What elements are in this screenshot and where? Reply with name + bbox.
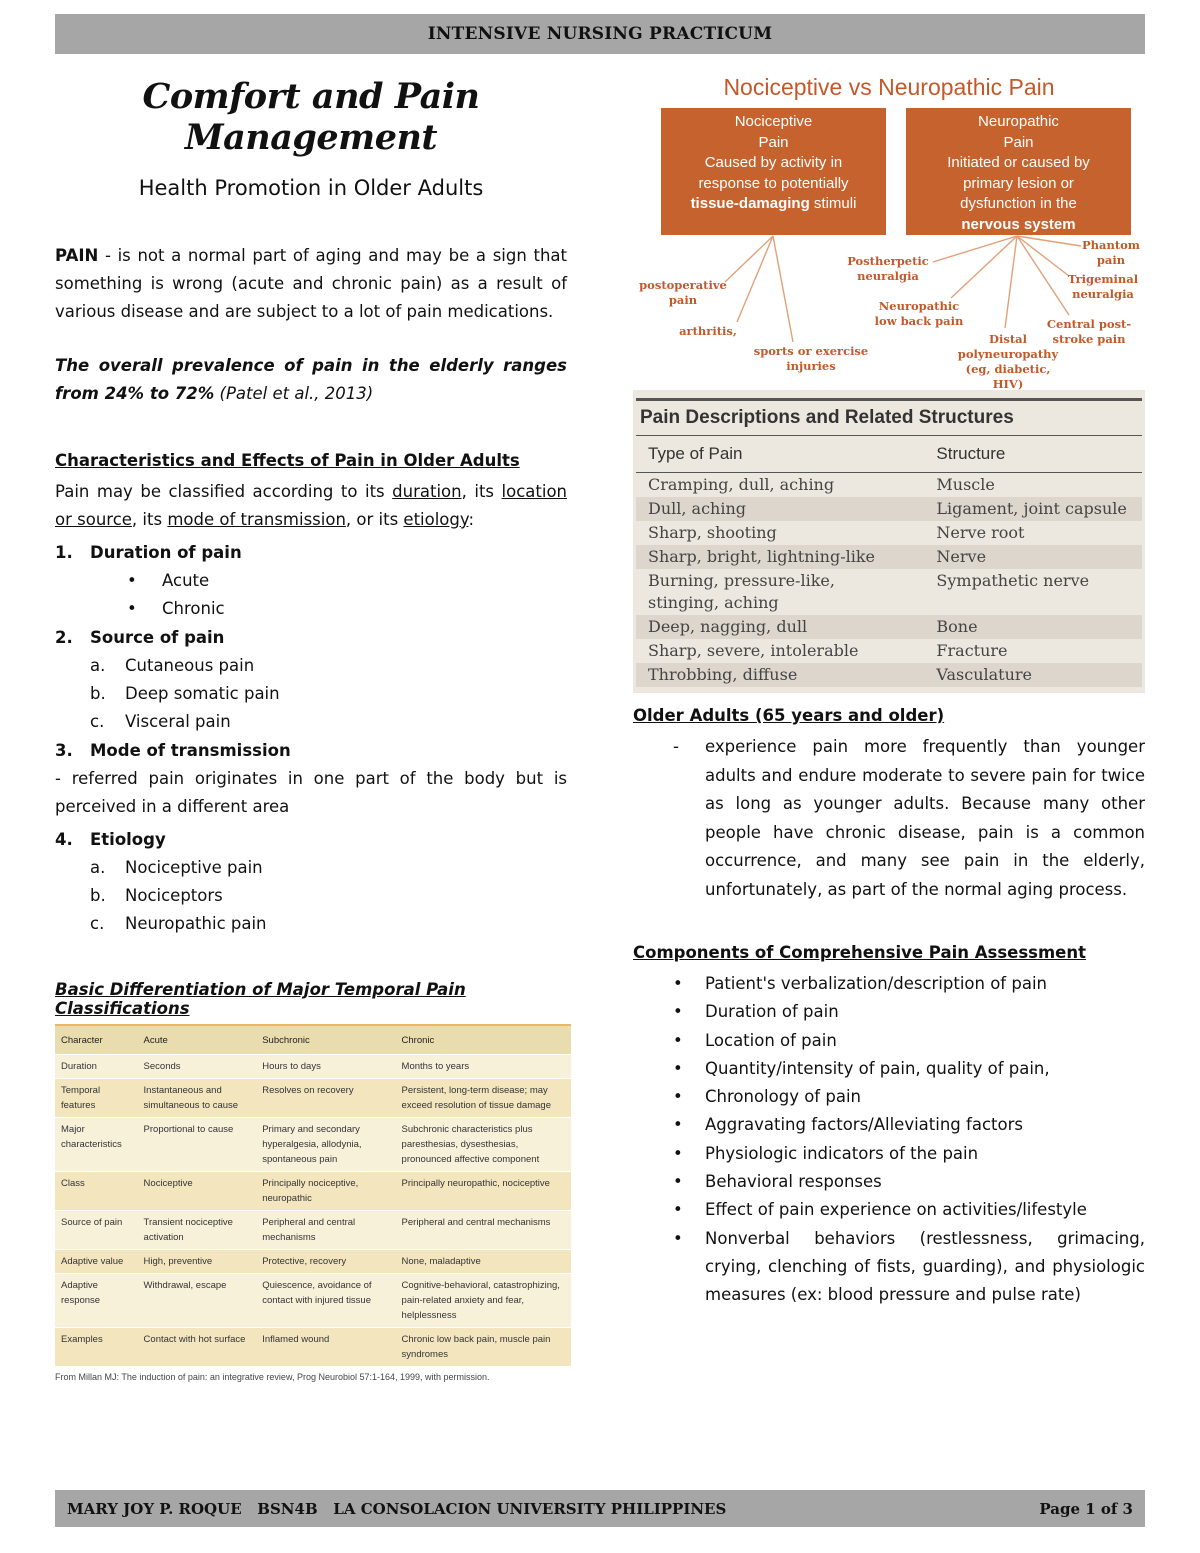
pain-term: PAIN [55,246,99,265]
prevalence-bold: The overall prevalence of pain in the elderly ranges from 24% to 72% [55,356,567,403]
column-header: Subchronic [256,1025,395,1055]
table-cell: Bone [924,615,1142,639]
list-item [633,1027,1145,1055]
bullet-icon: • [673,1030,683,1050]
diagram-title: Nociceptive vs Neuropathic Pain [723,74,1055,100]
box-line: primary lesion or [963,174,1074,192]
pain-definition [55,242,567,326]
list-item-label: Quantity/intensity of pain, quality of pain, [705,1058,1050,1078]
table-cell: Transient nociceptive activation [138,1211,257,1250]
box-line: Pain [1003,133,1034,151]
table-cell: Throbbing, diffuse [636,663,924,687]
sub-item-label: Nociceptive pain [125,858,263,877]
table-row [636,639,1142,663]
table-row [636,473,1142,498]
sub-item-label: Nociceptors [125,886,223,905]
sub-item-marker: a. [90,656,106,675]
table-row [636,615,1142,639]
table-cell: Proportional to cause [138,1118,257,1172]
sub-item [55,882,567,910]
list-item-label: Behavioral responses [705,1172,882,1192]
header-title: INTENSIVE NURSING PRACTICUM [427,24,773,44]
table-cell: Peripheral and central mechanisms [256,1211,395,1250]
list-item-label: Aggravating factors/Alleviating factors [705,1115,1023,1135]
table-row [55,1055,571,1079]
table-cell: Nerve [924,545,1142,569]
label-phantom: Phantom pain [1082,238,1140,267]
prevalence [55,352,567,408]
box-line: Nociceptive [734,113,813,130]
table-cell: Hours to days [256,1055,395,1079]
classify-text: , or its [345,510,404,529]
sub-item-label: Neuropathic pain [125,914,267,933]
page-title: Comfort and Pain Management [142,76,480,158]
table-cell: Instantaneous and simultaneous to cause [138,1079,257,1118]
label-trigeminal: Trigeminal neuralgia [1067,272,1139,301]
temporal-table-title: Basic Differentiation of Major Temporal Pain Classifications [55,980,466,1018]
page-subtitle: Health Promotion in Older Adults [138,176,484,200]
pain-descriptions-body [636,473,1142,688]
bullet-icon: • [673,1143,683,1163]
bullet-icon: • [673,1200,683,1220]
bullet-icon: • [673,1115,683,1135]
classify-text: , its [461,482,502,501]
table-cell: Vasculature [924,663,1142,687]
bullet-icon: • [127,599,137,618]
table-cell: Nerve root [936,523,1025,542]
transmission-note: - referred pain originates in one part of the body but is perceived in a different area [55,769,567,816]
table-cell: Burning, pressure-like, stinging, aching [648,571,835,612]
sub-item-marker: c. [90,712,105,731]
list-item-label: Nonverbal behaviors (restlessness, grimacing, crying, clenching of fists, guarding), and physiologic measures (ex: blood pressure and pulse rate) [705,1228,1145,1305]
label-central-post-stroke: Central post-stroke pain [1046,317,1132,346]
table-cell: Muscle [936,475,995,494]
pain-type-diagram [633,70,1145,391]
table-cell: Sharp, shooting [648,523,777,542]
temporal-table-body [55,1055,571,1367]
nociceptive-box [661,108,886,235]
table-row [636,545,1142,569]
bullet-icon: • [673,1058,683,1078]
table-cell: Cognitive-behavioral, catastrophizing, pain-related anxiety and fear, helplessness [396,1274,571,1328]
table-cell: Nociceptive [138,1172,257,1211]
label-postherpetic: Postherpetic neuralgia [847,254,929,283]
classify-text: , its [131,510,168,529]
table-cell: Adaptive response [55,1274,138,1328]
sub-item [55,680,567,708]
sub-item-marker: a. [90,858,106,877]
table-row [636,521,1142,545]
table-cell: Ligament, joint capsule [924,497,1142,521]
box-line [661,194,886,215]
characteristics-heading: Characteristics and Effects of Pain in Older Adults [55,451,520,470]
table-cell: High, preventive [138,1250,257,1274]
list-item-label: Effect of pain experience on activities/lifestyle [705,1200,1087,1220]
table-row [55,1211,571,1250]
sub-item-label: Chronic [162,599,225,618]
box-bold: tissue-damaging [690,195,810,212]
footer-author: MARY JOY P. ROQUE BSN4B LA CONSOLACION UNIVERSITY PHILIPPINES [67,1499,727,1518]
label-postoperative: postoperative pain [639,278,727,307]
table-cell: Sympathetic nerve [936,571,1090,590]
list-item-label: Physiologic indicators of the pain [705,1143,979,1163]
table-cell: Sharp, bright, lightning-like [636,545,924,569]
list-item [55,736,567,765]
table-cell: Examples [55,1328,138,1367]
table-cell: Months to years [396,1055,571,1079]
table-cell: Principally neuropathic, nociceptive [396,1172,571,1211]
footer-page: Page 1 of 3 [1039,1499,1133,1518]
table-cell: Primary and secondary hyperalgesia, allodynia, spontaneous pain [256,1118,395,1172]
table-row [55,1250,571,1274]
column-header: Character [55,1025,138,1055]
classify-mode: mode of transmission [167,510,346,529]
list-item [55,538,567,567]
classification-list [55,538,567,938]
classify-duration: duration [392,482,462,501]
column-header: Structure [924,436,1142,473]
bullet-icon: • [673,1002,683,1022]
list-item [633,1196,1145,1224]
list-item [633,1055,1145,1083]
sub-item [55,595,567,623]
table-cell: Adaptive value [55,1250,138,1274]
box-line: Initiated or caused by [947,154,1090,171]
classify-text: : [468,510,475,529]
table-cell: Peripheral and central mechanisms [396,1211,571,1250]
pain-descriptions-table [636,436,1142,687]
item-label: Mode of transmission [90,741,291,760]
table-cell: Temporal features [55,1079,138,1118]
table-cell: Subchronic characteristics plus paresthesias, dysesthesias, pronounced affective component [396,1118,571,1172]
components-heading: Components of Comprehensive Pain Assessment [633,943,1087,962]
item-number: 2. [55,628,73,647]
right-column [633,70,1145,1310]
box-bold: nervous system [961,215,1076,233]
left-column [55,70,567,1382]
table-cell: Resolves on recovery [256,1079,395,1118]
box-line: Pain [758,133,789,151]
older-adults-item [633,733,1145,904]
list-item [633,998,1145,1026]
dash-marker: - [673,737,679,756]
list-item [633,1225,1145,1310]
pain-descriptions-title: Pain Descriptions and Related Structures [636,398,1142,436]
table-row [55,1079,571,1118]
bullet-icon: • [673,1172,683,1192]
table-cell: Deep, nagging, dull [636,615,924,639]
bullet-icon: • [673,1228,683,1248]
list-item-label: Patient's verbalization/description of pain [705,974,1047,993]
table-credit: From Millan MJ: The induction of pain: an integrative review, Prog Neurobiol 57:1-164, 1999, with permission. [55,1372,490,1382]
table-cell: Chronic low back pain, muscle pain syndromes [396,1328,571,1367]
list-item [633,1083,1145,1111]
sub-item [55,708,567,736]
components-list [633,970,1145,1310]
pain-definition-text: - is not a normal part of aging and may be a sign that something is wrong (acute and chronic pain) as a result of various disease and are subject to a lot of pain medications. [55,246,567,321]
item-label: Source of pain [90,628,225,647]
box-line: Caused by activity in [704,154,843,171]
column-header: Type of Pain [636,436,924,473]
sub-item [55,567,567,595]
box-tail: stimuli [809,195,857,212]
prevalence-cite: (Patel et al., 2013) [214,384,374,403]
label-arthritis: arthritis, [679,324,737,338]
column-header: Chronic [396,1025,571,1055]
item-number: 1. [55,543,73,562]
table-cell: None, maladaptive [396,1250,571,1274]
classify-sentence [55,478,567,534]
bullet-icon: • [673,974,683,993]
table-row [636,663,1142,687]
list-item-label: Location of pain [705,1030,837,1050]
table-row [636,569,1142,615]
table-cell: Protective, recovery [256,1250,395,1274]
classify-etiology: etiology [403,510,469,529]
table-cell: Persistent, long-term disease; may exceed resolution of tissue damage [396,1079,571,1118]
label-neuropathic-lbp: Neuropathic low back pain [874,299,964,328]
table-cell: Fracture [936,641,1008,660]
table-header-row [636,436,1142,473]
neuropathic-box [906,108,1131,235]
table-cell: Class [55,1172,138,1211]
table-cell: Sharp, severe, intolerable [648,641,859,660]
column-header: Acute [138,1025,257,1055]
table-cell: Major characteristics [55,1118,138,1172]
table-row [636,497,1142,521]
bullet-icon: • [673,1087,683,1107]
table-row [55,1328,571,1367]
table-cell: Dull, aching [636,497,924,521]
older-adults-text: experience pain more frequently than younger adults and endure moderate to severe pain for twice as long as younger adults. Because many other people have chronic disease, pain is a common occurrence, and many see pain in the elderly, unfortunately, as part of the normal aging process. [705,737,1145,899]
table-cell: Withdrawal, escape [138,1274,257,1328]
label-distal: Distal polyneuropathy (eg, diabetic, HIV) [957,332,1059,391]
sub-item-label: Acute [162,571,210,590]
classify-text: Pain may be classified according to its [55,482,393,501]
table-row [55,1118,571,1172]
box-line: dysfunction in the [960,195,1077,212]
sub-item [55,854,567,882]
table-cell: Seconds [138,1055,257,1079]
table-cell: Cramping, dull, aching [648,475,835,494]
table-cell: Contact with hot surface [138,1328,257,1367]
list-item-label: Duration of pain [705,1002,839,1022]
bullet-icon: • [127,571,137,590]
table-header-row [55,1025,571,1055]
list-item [55,623,567,652]
older-adults-heading: Older Adults (65 years and older) [633,706,945,725]
table-cell: Duration [55,1055,138,1079]
list-item [633,970,1145,998]
sub-item-label: Visceral pain [125,712,231,731]
box-line: Neuropathic [978,113,1059,130]
classify-location: location or source [55,482,567,529]
list-item [633,1140,1145,1168]
box-line: response to potentially [698,174,849,192]
table-row [55,1274,571,1328]
sub-item-marker: b. [90,886,106,905]
table-cell: Source of pain [55,1211,138,1250]
temporal-table [55,1024,571,1366]
sub-item-label: Deep somatic pain [125,684,280,703]
list-item [55,825,567,854]
sub-item [55,652,567,680]
item-label: Duration of pain [90,543,242,562]
table-cell: Quiescence, avoidance of contact with injured tissue [256,1274,395,1328]
label-sports: sports or exercise injuries [753,344,869,373]
list-item [633,1168,1145,1196]
sub-item-marker: b. [90,684,106,703]
sub-item-label: Cutaneous pain [125,656,255,675]
list-item [633,1111,1145,1139]
item-number: 3. [55,741,73,760]
table-cell: Inflamed wound [256,1328,395,1367]
table-row [55,1172,571,1211]
table-cell: Principally nociceptive, neuropathic [256,1172,395,1211]
sub-item-marker: c. [90,914,105,933]
item-number: 4. [55,830,73,849]
pain-descriptions-panel [633,390,1145,693]
sub-item [55,910,567,938]
list-item-label: Chronology of pain [705,1087,861,1107]
header-bar [55,14,1145,54]
footer-bar [55,1490,1145,1527]
item-label: Etiology [90,830,166,849]
